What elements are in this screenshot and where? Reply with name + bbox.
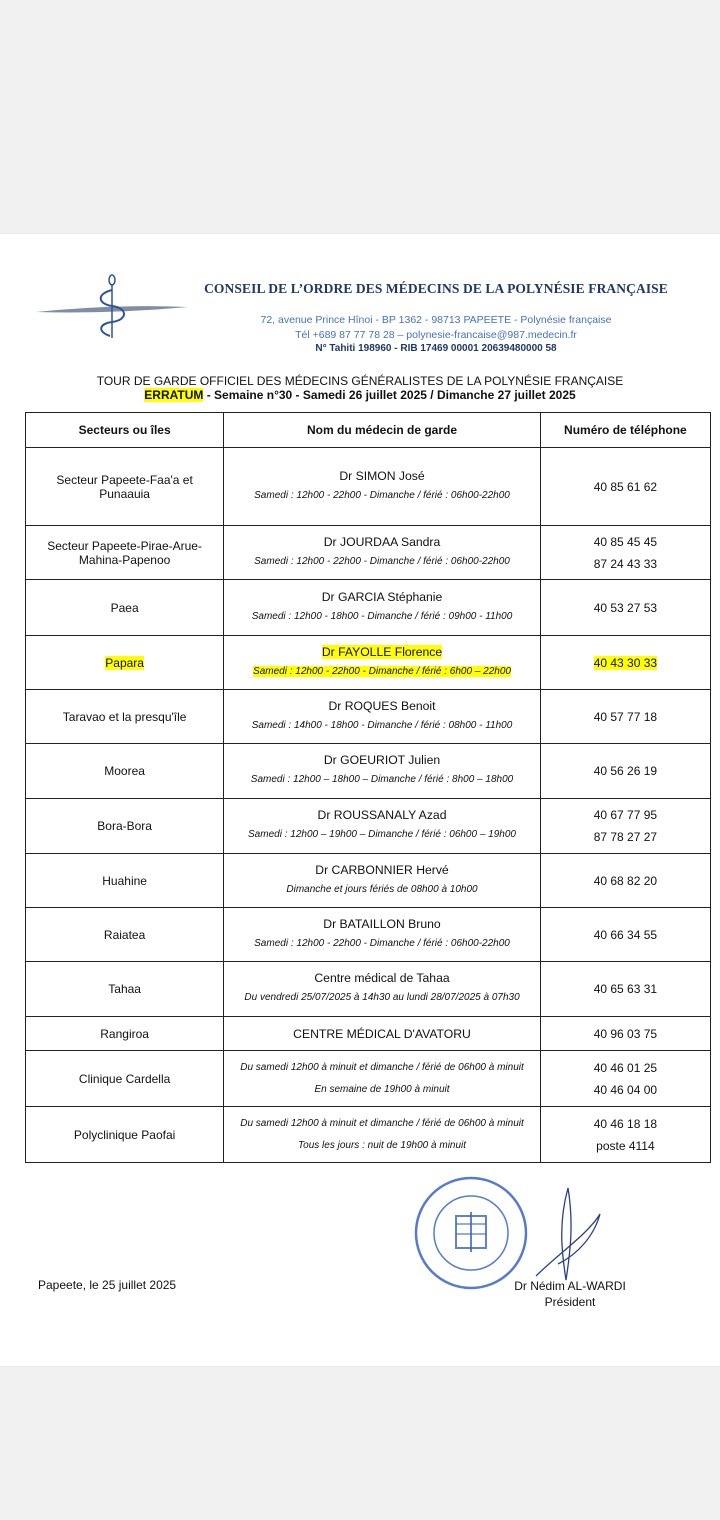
table-row: [26, 526, 711, 580]
phone-number[interactable]: 40 46 01 25: [593, 1060, 658, 1075]
phone-cell: [540, 799, 710, 854]
table-row: [26, 636, 711, 690]
duty-hours: Samedi : 12h00 - 18h00 - Dimanche / férié : 09h00 - 11h00: [251, 610, 513, 622]
phone-number[interactable]: 40 46 04 00: [593, 1082, 658, 1097]
doctor-name: Dr BATAILLON Bruno: [323, 916, 441, 931]
phone-cell: [540, 1107, 710, 1163]
doctor-name: Dr FAYOLLE Florence: [321, 644, 443, 659]
phone-cell: [540, 854, 710, 908]
duty-hours: Du vendredi 25/07/2025 à 14h30 au lundi 28/07/2025 à 07h30: [244, 992, 520, 1003]
doctor-cell: [224, 744, 541, 799]
doctor-cell: [224, 1107, 541, 1163]
table-row: [26, 1107, 711, 1163]
duty-hours: Samedi : 12h00 - 22h00 - Dimanche / férié : 6h00 – 22h00: [253, 665, 511, 677]
heading-week: - Semaine n°30 - Samedi 26 juillet 2025 / Dimanche 27 juillet 2025: [203, 388, 576, 402]
duty-hours: Dimanche et jours fériés de 08h00 à 10h00: [286, 883, 478, 895]
erratum-badge: ERRATUM: [144, 388, 204, 402]
doctor-cell: [224, 1017, 541, 1051]
table-row: [26, 799, 711, 854]
caduceus-logo-icon: [36, 274, 188, 340]
duty-hours: Samedi : 12h00 – 18h00 – Dimanche / férié : 8h00 – 18h00: [250, 774, 514, 785]
schedule-heading: [0, 374, 720, 402]
phone-number[interactable]: 87 24 43 33: [593, 556, 658, 571]
org-bank: N° Tahiti 198960 - RIB 17469 00001 20639480000 58: [315, 343, 557, 354]
duty-hours: Du samedi 12h00 à minuit et dimanche / férié de 06h00 à minuit: [240, 1117, 524, 1129]
phone-cell: [540, 744, 710, 799]
header-sector: Secteurs ou îles: [26, 413, 224, 448]
phone-cell: [540, 690, 710, 744]
sector-cell: Taravao et la presqu'île: [26, 690, 224, 744]
duty-hours: Samedi : 12h00 - 22h00 - Dimanche / férié : 06h00-22h00: [254, 555, 510, 567]
duty-hours-weekday: En semaine de 19h00 à minuit: [314, 1083, 450, 1095]
sector-cell: Bora-Bora: [26, 799, 224, 854]
header-doctor: Nom du médecin de garde: [224, 413, 541, 448]
doctor-name: Dr CARBONNIER Hervé: [315, 862, 449, 877]
doctor-name: Dr GOEURIOT Julien: [323, 753, 441, 767]
duty-hours: Du samedi 12h00 à minuit et dimanche / férié de 06h00 à minuit: [240, 1061, 524, 1073]
phone-cell: [540, 636, 710, 690]
duty-hours: Samedi : 12h00 - 22h00 - Dimanche / férié : 06h00-22h00: [254, 937, 510, 949]
doctor-cell: [224, 690, 541, 744]
org-contact: Tél +689 87 77 78 28 – polynesie-francaise@987.medecin.fr: [295, 328, 577, 341]
phone-number[interactable]: 40 85 61 62: [593, 479, 658, 494]
duty-hours: Samedi : 12h00 - 22h00 - Dimanche / férié : 06h00-22h00: [254, 489, 510, 501]
sector-cell: Paea: [26, 580, 224, 636]
doctor-cell: [224, 908, 541, 962]
sector-cell: Secteur Papeete-Faa'a et Punaauia: [26, 448, 224, 526]
heading-line2: [0, 388, 720, 402]
table-row: [26, 854, 711, 908]
doctor-cell: [224, 854, 541, 908]
doctor-name: Dr SIMON José: [339, 468, 425, 483]
doctor-name: Centre médical de Tahaa: [314, 971, 450, 985]
phone-number[interactable]: 40 85 45 45: [593, 534, 658, 549]
doctor-cell: [224, 1051, 541, 1107]
table-row: [26, 744, 711, 799]
sector-cell: Moorea: [26, 744, 224, 799]
phone-number[interactable]: 40 56 26 19: [593, 764, 658, 778]
phone-number[interactable]: 40 46 18 18: [593, 1116, 658, 1131]
org-address-block: [246, 313, 626, 357]
heading-line1: TOUR DE GARDE OFFICIEL DES MÉDECINS GÉNÉRALISTES DE LA POLYNÉSIE FRANÇAISE: [96, 374, 624, 388]
table-row: [26, 1017, 711, 1051]
phone-cell: [540, 908, 710, 962]
doctor-cell: [224, 526, 541, 580]
phone-number[interactable]: 40 66 34 55: [593, 927, 658, 942]
header-phone: Numéro de téléphone: [540, 413, 710, 448]
table-row: [26, 908, 711, 962]
sector-cell: Rangiroa: [26, 1017, 224, 1051]
table-header-row: [26, 413, 711, 448]
sector-cell: Secteur Papeete-Pirae-Arue-Mahina-Papenoo: [26, 526, 224, 580]
doctor-cell: [224, 799, 541, 854]
phone-cell: [540, 1051, 710, 1107]
phone-number[interactable]: 40 57 77 18: [593, 709, 658, 724]
signatory: [500, 1278, 640, 1310]
sector-cell: [26, 636, 224, 690]
phone-cell: [540, 962, 710, 1017]
doctor-name: Dr ROQUES Benoit: [328, 698, 436, 713]
doctor-cell: [224, 962, 541, 1017]
sector-name: Papara: [105, 655, 144, 670]
phone-cell: [540, 526, 710, 580]
phone-number[interactable]: 40 96 03 75: [593, 1026, 658, 1041]
phone-number[interactable]: 40 67 77 95: [593, 808, 658, 822]
table-row: [26, 1051, 711, 1107]
phone-cell: [540, 580, 710, 636]
table-row: [26, 448, 711, 526]
phone-number[interactable]: 40 65 63 31: [593, 982, 658, 996]
sector-cell: Polyclinique Paofai: [26, 1107, 224, 1163]
doctor-cell: [224, 448, 541, 526]
doctor-cell: [224, 580, 541, 636]
duty-hours: Samedi : 14h00 - 18h00 - Dimanche / férié : 08h00 - 11h00: [251, 719, 513, 731]
duty-table: [25, 412, 711, 1163]
sector-cell: Huahine: [26, 854, 224, 908]
doctor-cell: [224, 636, 541, 690]
sector-cell: Tahaa: [26, 962, 224, 1017]
sector-cell: Raiatea: [26, 908, 224, 962]
phone-cell: [540, 448, 710, 526]
place-date: Papeete, le 25 juillet 2025: [38, 1278, 177, 1292]
signer-role: Président: [544, 1295, 596, 1309]
document-page: [0, 234, 720, 1366]
doctor-name: Dr ROUSSANALY Azad: [317, 808, 447, 822]
signer-name: Dr Nédim AL-WARDI: [514, 1279, 626, 1293]
signature-icon: [528, 1184, 608, 1284]
phone-number[interactable]: 40 68 82 20: [593, 873, 658, 888]
sector-cell: Clinique Cardella: [26, 1051, 224, 1107]
doctor-name: Dr GARCIA Stéphanie: [321, 589, 443, 604]
table-row: [26, 690, 711, 744]
doctor-name: CENTRE MÉDICAL D'AVATORU: [293, 1026, 471, 1041]
org-title: CONSEIL DE L’ORDRE DES MÉDECINS DE LA POLYNÉSIE FRANÇAISE: [204, 281, 668, 296]
official-stamp-icon: [412, 1174, 530, 1292]
phone-extension: poste 4114: [596, 1138, 655, 1153]
duty-hours-daily: Tous les jours : nuit de 19h00 à minuit: [297, 1139, 467, 1151]
doctor-name: Dr JOURDAA Sandra: [323, 534, 441, 549]
duty-hours: Samedi : 12h00 – 19h00 – Dimanche / férié : 06h00 – 19h00: [248, 829, 516, 840]
phone-number[interactable]: 40 43 30 33: [593, 655, 658, 670]
table-row: [26, 580, 711, 636]
phone-number[interactable]: 40 53 27 53: [593, 600, 658, 615]
org-address: 72, avenue Prince Hînoi - BP 1362 - 98713 PAPEETE - Polynésie française: [260, 314, 612, 326]
table-row: [26, 962, 711, 1017]
phone-cell: [540, 1017, 710, 1051]
phone-number[interactable]: 87 78 27 27: [593, 830, 658, 844]
